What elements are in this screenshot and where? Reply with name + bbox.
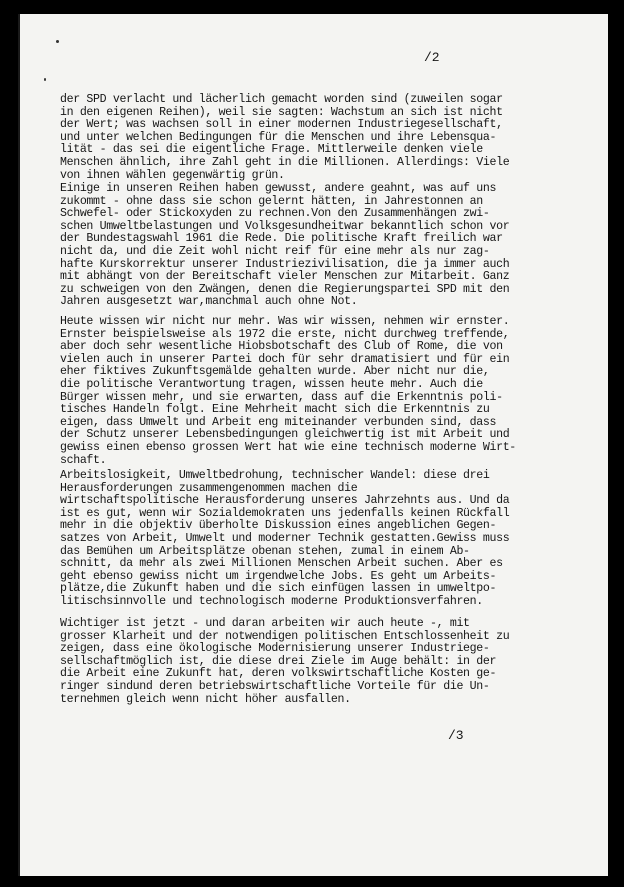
text-line: vielen auch in unserer Partei doch für sehr dramatisiert und für ein: [60, 352, 510, 366]
paragraph-4: [60, 470, 560, 609]
text-line: sellschaftmöglich ist, die diese drei Ziele im Auge behält: in der: [60, 654, 497, 668]
text-line: Bürger wissen mehr, und sie erwarten, dass auf die Erkenntnis poli-: [60, 390, 503, 404]
text-line: der Bundestagswahl 1961 die Rede. Die politische Kraft freilich war: [60, 232, 503, 246]
text-line: und unter welchen Bedingungen für die Menschen und ihre Lebensqua-: [60, 130, 497, 144]
page-number-top: /2: [424, 50, 440, 65]
text-line: eigen, dass Umwelt und Arbeit eng miteinander verbunden sind, dass: [60, 415, 497, 429]
text-line: gewiss einen ebenso grossen Wert hat wie eine technisch moderne Wirt-: [60, 440, 516, 454]
text-line: Arbeitslosigkeit, Umweltbedrohung, technischer Wandel: diese drei: [60, 469, 490, 482]
text-line: schaft.: [60, 453, 107, 467]
paragraph-5: [60, 618, 560, 706]
scan-speck: [56, 40, 59, 43]
text-line: von ihnen wählen gegenwärtig grün.: [60, 168, 285, 182]
text-line: Jahren ausgesetzt war,manchmal auch ohne Not.: [60, 295, 358, 309]
text-line: der Schutz unserer Lebensbedingungen gleichwertig ist mit Arbeit und: [60, 428, 510, 442]
text-line: Ernster beispielsweise als 1972 die erste, nicht durchweg treffende,: [60, 327, 510, 341]
paragraph-3: [60, 316, 560, 467]
text-line: Menschen ähnlich, ihre Zahl geht in die Millionen. Allerdings: Viele: [60, 155, 510, 169]
text-line: geht ebenso gewiss nicht um irgendwelche Jobs. Es geht um Arbeits-: [60, 569, 497, 583]
text-line: satzes von Arbeit, Umwelt und moderner Technik gestatten.Gewiss muss: [60, 531, 510, 545]
text-line: ist es gut, wenn wir Sozialdemokraten uns jedenfalls keinen Rückfall: [60, 506, 510, 520]
text-line: der Wert; was wachsen soll in einer modernen Industriegesellschaft,: [60, 118, 503, 132]
text-line: zu schweigen von den Zwängen, denen die Regierungspartei SPD mit den: [60, 282, 510, 296]
text-line: aber doch sehr wesentliche Hiobsbotschaft des Club of Rome, die von: [60, 340, 503, 354]
text-line: grosser Klarheit und der notwendigen politischen Entschlossenheit zu: [60, 629, 510, 643]
paragraph-2: [60, 183, 560, 309]
text-line: eher fiktives Zukunftsgemälde gehalten wurde. Aber nicht nur die,: [60, 365, 490, 379]
text-line: der SPD verlacht und lächerlich gemacht worden sind (zuweilen sogar: [60, 93, 503, 106]
text-line: Schwefel- oder Stickoxyden zu rechnen.Von den Zusammenhängen zwi-: [60, 207, 490, 221]
text-line: zeigen, dass eine ökologische Modernisierung unserer Industriege-: [60, 642, 490, 656]
text-line: wirtschaftspolitische Herausforderung unseres Jahrzehnts aus. Und da: [60, 494, 510, 508]
text-line: das Bemühen um Arbeitsplätze obenan stehen, zumal in einem Ab-: [60, 544, 470, 558]
text-line: die Arbeit eine Zukunft hat, deren volkswirtschaftliche Kosten ge-: [60, 667, 497, 681]
text-line: tisches Handeln folgt. Eine Mehrheit macht sich die Erkenntnis zu: [60, 403, 490, 417]
text-line: mehr in die objektiv überholte Diskussion eines angeblichen Gegen-: [60, 519, 497, 533]
text-line: ringer sindund deren betriebswirtschaftliche Vorteile für die Un-: [60, 679, 490, 693]
text-line: Wichtiger ist jetzt - und daran arbeiten wir auch heute -, mit: [60, 617, 470, 630]
text-line: plätze,die Zukunft haben und die sich einfügen lassen in umweltpo-: [60, 582, 497, 596]
text-line: Einige in unseren Reihen haben gewusst, andere geahnt, was auf uns: [60, 182, 497, 195]
text-line: Herausforderungen zusammengenommen machen die: [60, 481, 358, 495]
text-line: nicht da, und die Zeit wohl nicht reif für eine mehr als nur zag-: [60, 244, 490, 258]
text-line: in den eigenen Reihen), weil sie sagten: Wachstum an sich ist nicht: [60, 105, 503, 119]
text-line: litischsinnvolle und technologisch moderne Produktionsverfahren.: [60, 594, 483, 608]
paragraph-1: [60, 94, 560, 182]
page-number-bottom: /3: [448, 728, 464, 743]
scan-speck: [44, 78, 46, 81]
text-line: die politische Verantwortung tragen, wissen heute mehr. Auch die: [60, 377, 483, 391]
text-line: schnitt, da mehr als zwei Millionen Menschen Arbeit suchen. Aber es: [60, 557, 503, 571]
text-line: ternehmen gleich wenn nicht höher ausfallen.: [60, 692, 351, 706]
text-line: lität - das sei die eigentliche Frage. Mittlerweile denken viele: [60, 143, 483, 157]
text-line: zukommt - ohne dass sie schon gelernt hätten, in Jahrestonnen an: [60, 194, 483, 208]
text-line: Heute wissen wir nicht nur mehr. Was wir wissen, nehmen wir ernster.: [60, 315, 510, 328]
text-line: mit abhängt von der Bereitschaft vieler Menschen zur Mitarbeit. Ganz: [60, 270, 510, 284]
text-line: schen Umweltbelastungen und Volksgesundheitwar bekanntlich schon vor: [60, 219, 510, 233]
text-line: hafte Kurskorrektur unserer Industriezivilisation, die ja immer auch: [60, 257, 510, 271]
